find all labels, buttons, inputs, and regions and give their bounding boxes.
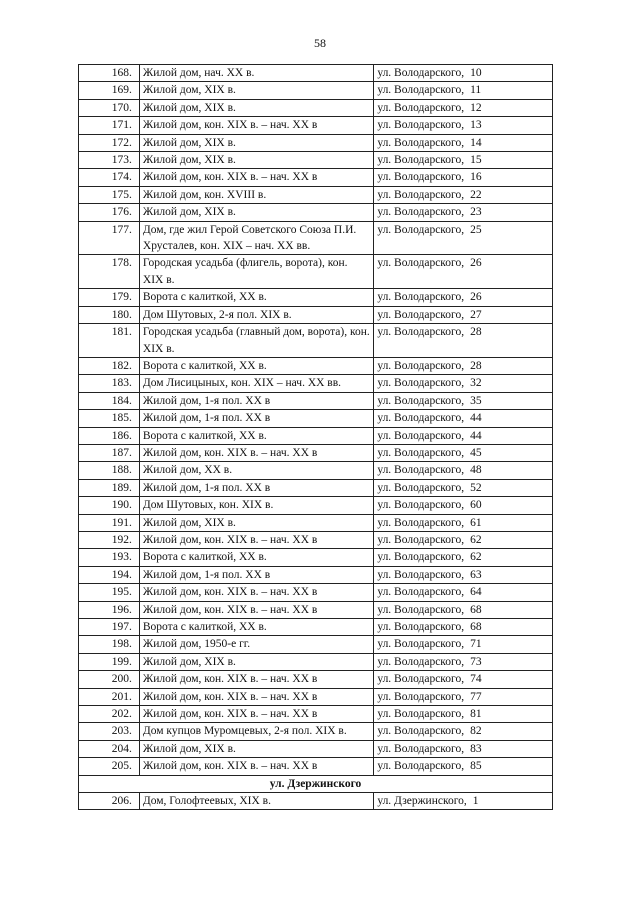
- row-number: [79, 186, 140, 203]
- address-street: ул. Володарского,: [377, 603, 465, 616]
- row-number: [79, 289, 140, 306]
- object-address: [374, 793, 553, 810]
- table-row: [79, 688, 553, 705]
- object-name: Ворота с калиткой, XX в.: [139, 289, 373, 306]
- address-street: ул. Володарского,: [377, 516, 465, 529]
- address-house-number: 48: [470, 464, 482, 477]
- table-row: [79, 723, 553, 740]
- object-address: [374, 289, 553, 306]
- address-house-number: 63: [470, 568, 482, 581]
- object-address: [374, 462, 553, 479]
- object-name: Жилой дом, 1-я пол. XX в: [139, 392, 373, 409]
- row-number: [79, 375, 140, 392]
- address-street: ул. Володарского,: [377, 760, 465, 773]
- object-name: Жилой дом, XIX в.: [139, 653, 373, 670]
- row-number: [79, 204, 140, 221]
- row-number: [79, 169, 140, 186]
- table-row: [79, 740, 553, 757]
- row-number-text: 184.: [111, 394, 132, 407]
- row-number: [79, 427, 140, 444]
- address-street: ул. Володарского,: [377, 188, 465, 201]
- address-house-number: 26: [470, 257, 482, 270]
- row-number-text: 201.: [111, 690, 132, 703]
- object-name: Жилой дом, 1-я пол. XX в: [139, 566, 373, 583]
- table-row: [79, 186, 553, 203]
- address-house-number: 28: [470, 359, 482, 372]
- object-name: Жилой дом, кон. XIX в. – нач. XX в: [139, 531, 373, 548]
- object-name: Жилой дом, XIX в.: [139, 152, 373, 169]
- row-number-text: 172.: [111, 136, 132, 149]
- object-name: Ворота с калиткой, XX в.: [139, 427, 373, 444]
- row-number-text: 197.: [111, 621, 132, 633]
- object-address: [374, 169, 553, 186]
- table-row: [79, 152, 553, 169]
- row-number-text: 190.: [111, 499, 132, 512]
- object-address: [374, 531, 553, 548]
- address-house-number: 44: [470, 429, 482, 442]
- row-number-text: 186.: [111, 429, 132, 442]
- address-house-number: 23: [470, 206, 482, 219]
- table-row: [79, 427, 553, 444]
- object-address: [374, 99, 553, 116]
- row-number-text: 183.: [111, 377, 132, 390]
- object-address: [374, 427, 553, 444]
- table-row: [79, 671, 553, 688]
- row-number-text: 199.: [111, 655, 132, 668]
- address-street: ул. Володарского,: [377, 708, 465, 721]
- object-name: Ворота с калиткой, XX в.: [139, 549, 373, 566]
- address-house-number: 71: [470, 638, 482, 651]
- object-address: [374, 65, 553, 82]
- row-number-text: 194.: [111, 568, 132, 581]
- address-street: ул. Володарского,: [377, 464, 465, 477]
- object-address: [374, 306, 553, 323]
- address-street: ул. Володарского,: [377, 673, 465, 686]
- object-address: [374, 584, 553, 601]
- section-title: ул. Дзержинского: [79, 775, 553, 792]
- row-number: [79, 549, 140, 566]
- table-row: [79, 82, 553, 99]
- table-row: [79, 357, 553, 374]
- object-name: Дом Шутовых, кон. XIX в.: [139, 497, 373, 514]
- table-row: [79, 117, 553, 134]
- row-number: [79, 740, 140, 757]
- address-street: ул. Володарского,: [377, 326, 465, 339]
- address-street: ул. Володарского,: [377, 638, 465, 651]
- object-address: [374, 706, 553, 723]
- row-number: [79, 601, 140, 618]
- address-house-number: 35: [470, 394, 482, 407]
- row-number-text: 196.: [111, 603, 132, 616]
- address-street: ул. Володарского,: [377, 690, 465, 703]
- address-house-number: 73: [470, 655, 482, 668]
- row-number-text: 170.: [111, 101, 132, 114]
- object-name: Жилой дом, кон. XIX в. – нач. XX в: [139, 601, 373, 618]
- row-number-text: 182.: [111, 359, 132, 372]
- table-row: [79, 255, 553, 289]
- row-number-text: 202.: [111, 708, 132, 721]
- table-row: [79, 619, 553, 636]
- row-number-text: 173.: [111, 154, 132, 167]
- address-street: ул. Володарского,: [377, 568, 465, 581]
- object-address: [374, 152, 553, 169]
- table-row: [79, 601, 553, 618]
- object-name: Жилой дом, XIX в.: [139, 740, 373, 757]
- address-house-number: 62: [470, 533, 482, 546]
- object-name: Дом, где жил Герой Советского Союза П.И. Хрусталев, кон. XIX – нач. XX вв.: [139, 221, 373, 255]
- address-house-number: 14: [470, 136, 482, 149]
- object-name: Жилой дом, XIX в.: [139, 514, 373, 531]
- row-number: [79, 671, 140, 688]
- table-row: [79, 706, 553, 723]
- object-name: Жилой дом, XX в.: [139, 462, 373, 479]
- row-number-text: 198.: [111, 638, 132, 651]
- row-number: [79, 566, 140, 583]
- address-street: ул. Володарского,: [377, 223, 465, 236]
- object-name: Жилой дом, кон. XVIII в.: [139, 186, 373, 203]
- row-number: [79, 706, 140, 723]
- table-row: [79, 584, 553, 601]
- address-street: ул. Володарского,: [377, 291, 465, 304]
- row-number-text: 185.: [111, 412, 132, 425]
- table-row: [79, 497, 553, 514]
- row-number: [79, 324, 140, 358]
- row-number-text: 177.: [111, 223, 132, 236]
- object-name: Городская усадьба (главный дом, ворота), кон. XIX в.: [139, 324, 373, 358]
- address-house-number: 77: [470, 690, 482, 703]
- address-house-number: 12: [470, 101, 482, 114]
- row-number: [79, 357, 140, 374]
- monuments-table: [78, 64, 553, 810]
- object-name: Жилой дом, XIX в.: [139, 99, 373, 116]
- row-number-text: 204.: [111, 742, 132, 755]
- object-address: [374, 619, 553, 636]
- object-name: Жилой дом, кон. XIX в. – нач. XX в: [139, 584, 373, 601]
- row-number: [79, 497, 140, 514]
- object-name: Дом купцов Муромцевых, 2-я пол. XIX в.: [139, 723, 373, 740]
- object-address: [374, 134, 553, 151]
- address-street: ул. Володарского,: [377, 481, 465, 494]
- row-number: [79, 793, 140, 810]
- address-house-number: 52: [470, 481, 482, 494]
- row-number-text: 174.: [111, 171, 132, 184]
- row-number-text: 200.: [111, 673, 132, 686]
- address-street: ул. Володарского,: [377, 101, 465, 114]
- row-number: [79, 758, 140, 775]
- address-street: ул. Володарского,: [377, 533, 465, 546]
- address-street: ул. Володарского,: [377, 308, 465, 321]
- address-street: ул. Володарского,: [377, 586, 465, 599]
- object-name: Жилой дом, XIX в.: [139, 134, 373, 151]
- object-address: [374, 255, 553, 289]
- address-street: ул. Володарского,: [377, 257, 465, 270]
- row-number: [79, 117, 140, 134]
- row-number-text: 169.: [111, 84, 132, 97]
- address-street: ул. Володарского,: [377, 742, 465, 755]
- row-number-text: 180.: [111, 308, 132, 321]
- row-number-text: 205.: [111, 760, 132, 773]
- object-address: [374, 653, 553, 670]
- object-address: [374, 204, 553, 221]
- row-number: [79, 514, 140, 531]
- address-house-number: 25: [470, 223, 482, 236]
- row-number-text: 187.: [111, 446, 132, 459]
- address-house-number: 45: [470, 446, 482, 459]
- table-row: [79, 65, 553, 82]
- address-street: ул. Володарского,: [377, 655, 465, 668]
- address-house-number: 62: [470, 551, 482, 564]
- address-street: ул. Володарского,: [377, 394, 465, 407]
- row-number: [79, 392, 140, 409]
- row-number-text: 175.: [111, 188, 132, 201]
- object-name: Жилой дом, нач. XX в.: [139, 65, 373, 82]
- address-house-number: 83: [470, 742, 482, 755]
- row-number: [79, 134, 140, 151]
- address-street: ул. Володарского,: [377, 171, 465, 184]
- object-name: Дом Лисицыных, кон. XIX – нач. XX вв.: [139, 375, 373, 392]
- address-street: ул. Володарского,: [377, 84, 465, 97]
- object-name: Жилой дом, кон. XIX в. – нач. XX в: [139, 169, 373, 186]
- table-row: [79, 653, 553, 670]
- address-house-number: 44: [470, 412, 482, 425]
- row-number: [79, 653, 140, 670]
- object-address: [374, 497, 553, 514]
- table-row: [79, 444, 553, 461]
- object-address: [374, 410, 553, 427]
- address-house-number: 22: [470, 188, 482, 201]
- row-number: [79, 688, 140, 705]
- address-street: ул. Володарского,: [377, 446, 465, 459]
- row-number: [79, 619, 140, 636]
- object-name: Жилой дом, 1-я пол. XX в: [139, 479, 373, 496]
- address-house-number: 15: [470, 154, 482, 167]
- row-number-text: 203.: [111, 725, 132, 738]
- page-number: 58: [314, 36, 326, 50]
- table-row: [79, 392, 553, 409]
- object-address: [374, 221, 553, 255]
- object-name: Жилой дом, 1-я пол. XX в: [139, 410, 373, 427]
- row-number: [79, 221, 140, 255]
- object-name: Жилой дом, XIX в.: [139, 82, 373, 99]
- address-street: ул. Володарского,: [377, 412, 465, 425]
- table-row: [79, 479, 553, 496]
- address-house-number: 61: [470, 516, 482, 529]
- address-house-number: 68: [470, 603, 482, 616]
- object-name: Дом Шутовых, 2-я пол. XIX в.: [139, 306, 373, 323]
- address-street: ул. Володарского,: [377, 206, 465, 219]
- table-row: [79, 134, 553, 151]
- address-house-number: 68: [470, 621, 482, 633]
- row-number-text: 188.: [111, 464, 132, 477]
- address-house-number: 10: [470, 67, 482, 79]
- table-row: [79, 375, 553, 392]
- object-name: Жилой дом, XIX в.: [139, 204, 373, 221]
- object-name: Жилой дом, кон. XIX в. – нач. XX в: [139, 117, 373, 134]
- object-address: [374, 186, 553, 203]
- object-address: [374, 566, 553, 583]
- address-house-number: 28: [470, 326, 482, 339]
- address-house-number: 32: [470, 377, 482, 390]
- address-street: ул. Володарского,: [377, 67, 465, 79]
- object-address: [374, 688, 553, 705]
- row-number-text: 206.: [111, 795, 132, 808]
- object-address: [374, 479, 553, 496]
- object-name: Ворота с калиткой, XX в.: [139, 357, 373, 374]
- address-house-number: 74: [470, 673, 482, 686]
- table-row: [79, 636, 553, 653]
- table-row: [79, 324, 553, 358]
- address-house-number: 82: [470, 725, 482, 738]
- object-name: Жилой дом, 1950-е гг.: [139, 636, 373, 653]
- row-number: [79, 444, 140, 461]
- table-row: [79, 289, 553, 306]
- object-address: [374, 671, 553, 688]
- object-address: [374, 758, 553, 775]
- address-house-number: 64: [470, 586, 482, 599]
- table-row: [79, 99, 553, 116]
- object-address: [374, 740, 553, 757]
- row-number-text: 178.: [111, 257, 132, 270]
- row-number-text: 181.: [111, 326, 132, 339]
- address-street: ул. Володарского,: [377, 551, 465, 564]
- table-row: [79, 221, 553, 255]
- address-street: ул. Володарского,: [377, 429, 465, 442]
- row-number-text: 193.: [111, 551, 132, 564]
- table-row: [79, 793, 553, 810]
- object-name: Городская усадьба (флигель, ворота), кон. XIX в.: [139, 255, 373, 289]
- row-number: [79, 723, 140, 740]
- row-number-text: 195.: [111, 586, 132, 599]
- row-number: [79, 462, 140, 479]
- object-address: [374, 514, 553, 531]
- object-name: Ворота с калиткой, XX в.: [139, 619, 373, 636]
- address-house-number: 13: [470, 119, 482, 132]
- object-address: [374, 723, 553, 740]
- address-street: ул. Володарского,: [377, 359, 465, 372]
- row-number: [79, 99, 140, 116]
- object-address: [374, 324, 553, 358]
- address-house-number: 85: [470, 760, 482, 773]
- address-house-number: 16: [470, 171, 482, 184]
- row-number: [79, 531, 140, 548]
- address-street: ул. Володарского,: [377, 725, 465, 738]
- row-number: [79, 152, 140, 169]
- address-street: ул. Володарского,: [377, 136, 465, 149]
- address-house-number: 60: [470, 499, 482, 512]
- object-address: [374, 82, 553, 99]
- row-number: [79, 65, 140, 82]
- table-row: [79, 549, 553, 566]
- object-name: Жилой дом, кон. XIX в. – нач. XX в: [139, 706, 373, 723]
- table-row: [79, 566, 553, 583]
- row-number-text: 171.: [111, 119, 132, 132]
- object-address: [374, 392, 553, 409]
- row-number: [79, 584, 140, 601]
- address-house-number: 11: [470, 84, 482, 97]
- table-row: [79, 204, 553, 221]
- object-name: Дом, Голофтеевых, XIX в.: [139, 793, 373, 810]
- object-address: [374, 375, 553, 392]
- row-number-text: 191.: [111, 516, 132, 529]
- address-house-number: 26: [470, 291, 482, 304]
- object-address: [374, 444, 553, 461]
- row-number: [79, 410, 140, 427]
- object-name: Жилой дом, кон. XIX в. – нач. XX в: [139, 671, 373, 688]
- table-row: [79, 531, 553, 548]
- row-number-text: 189.: [111, 481, 132, 494]
- row-number: [79, 255, 140, 289]
- object-address: [374, 601, 553, 618]
- table-row: [79, 758, 553, 775]
- address-house-number: 1: [472, 795, 479, 808]
- table-row: [79, 169, 553, 186]
- section-header-row: [79, 775, 553, 792]
- object-address: [374, 357, 553, 374]
- object-name: Жилой дом, кон. XIX в. – нач. XX в: [139, 688, 373, 705]
- object-name: Жилой дом, кон. XIX в. – нач. XX в: [139, 444, 373, 461]
- row-number-text: 192.: [111, 533, 132, 546]
- address-street: ул. Володарского,: [377, 377, 465, 390]
- row-number: [79, 479, 140, 496]
- row-number: [79, 82, 140, 99]
- object-address: [374, 117, 553, 134]
- object-address: [374, 549, 553, 566]
- address-street: ул. Володарского,: [377, 621, 465, 633]
- address-street: ул. Володарского,: [377, 119, 465, 132]
- row-number-text: 168.: [111, 67, 132, 79]
- address-street: ул. Володарского,: [377, 499, 465, 512]
- row-number: [79, 306, 140, 323]
- address-street: ул. Дзержинского,: [377, 795, 467, 808]
- object-name: Жилой дом, кон. XIX в. – нач. XX в: [139, 758, 373, 775]
- table-row: [79, 410, 553, 427]
- row-number-text: 176.: [111, 206, 132, 219]
- table-row: [79, 514, 553, 531]
- row-number-text: 179.: [111, 291, 132, 304]
- address-house-number: 27: [470, 308, 482, 321]
- object-address: [374, 636, 553, 653]
- address-house-number: 81: [470, 708, 482, 721]
- table-row: [79, 306, 553, 323]
- address-street: ул. Володарского,: [377, 154, 465, 167]
- row-number: [79, 636, 140, 653]
- table-row: [79, 462, 553, 479]
